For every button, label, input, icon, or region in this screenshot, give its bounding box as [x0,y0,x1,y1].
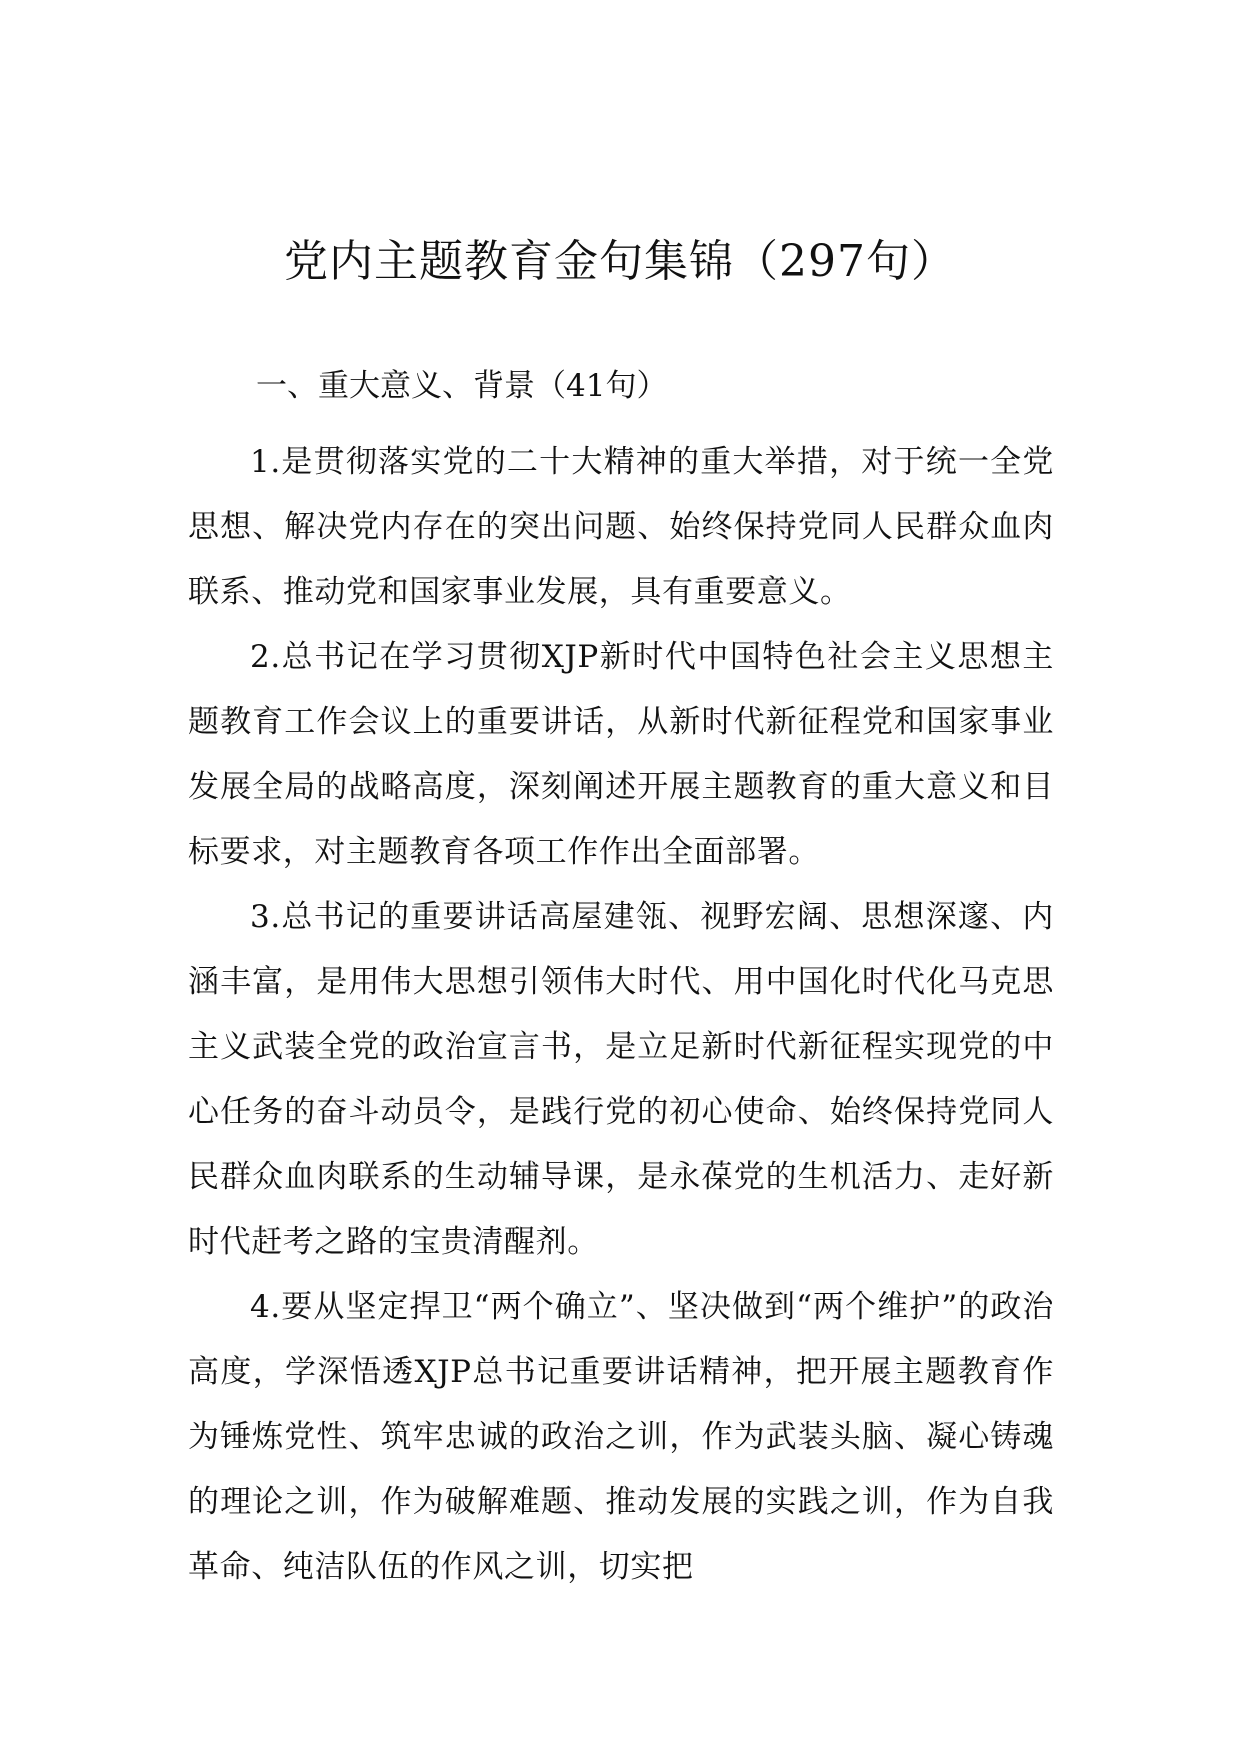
paragraph-3: 3.总书记的重要讲话高屋建瓴、视野宏阔、思想深邃、内涵丰富，是用伟大思想引领伟大时代、用中国化时代化马克思主义武装全党的政治宣言书，是立足新时代新征程实现党的中心任务的奋斗动员令，是践行党的初心使命、始终保持党同人民群众血肉联系的生动辅导课，是永葆党的生机活力、走好新时代赶考之路的宝贵清醒剂。 [188,899,1054,1260]
document-title: 党内主题教育金句集锦（297句） [284,236,956,287]
document-body [188,430,1054,1600]
paragraph-2: 2.总书记在学习贯彻XJP新时代中国特色社会主义思想主题教育工作会议上的重要讲话，从新时代新征程党和国家事业发展全局的战略高度，深刻阐述开展主题教育的重大意义和目标要求，对主题教育各项工作作出全面部署。 [188,639,1054,870]
section-heading: 一、重大意义、背景（41句） [256,368,668,404]
paragraph-1: 1.是贯彻落实党的二十大精神的重大举措，对于统一全党思想、解决党内存在的突出问题、始终保持党同人民群众血肉联系、推动党和国家事业发展，具有重要意义。 [188,444,1054,610]
paragraph-4: 4.要从坚定捍卫“两个确立”、坚决做到“两个维护”的政治高度，学深悟透XJP总书记重要讲话精神，把开展主题教育作为锤炼党性、筑牢忠诚的政治之训，作为武装头脑、凝心铸魂的理论之训，作为破解难题、推动发展的实践之训，作为自我革命、纯洁队伍的作风之训，切实把 [188,1289,1054,1585]
